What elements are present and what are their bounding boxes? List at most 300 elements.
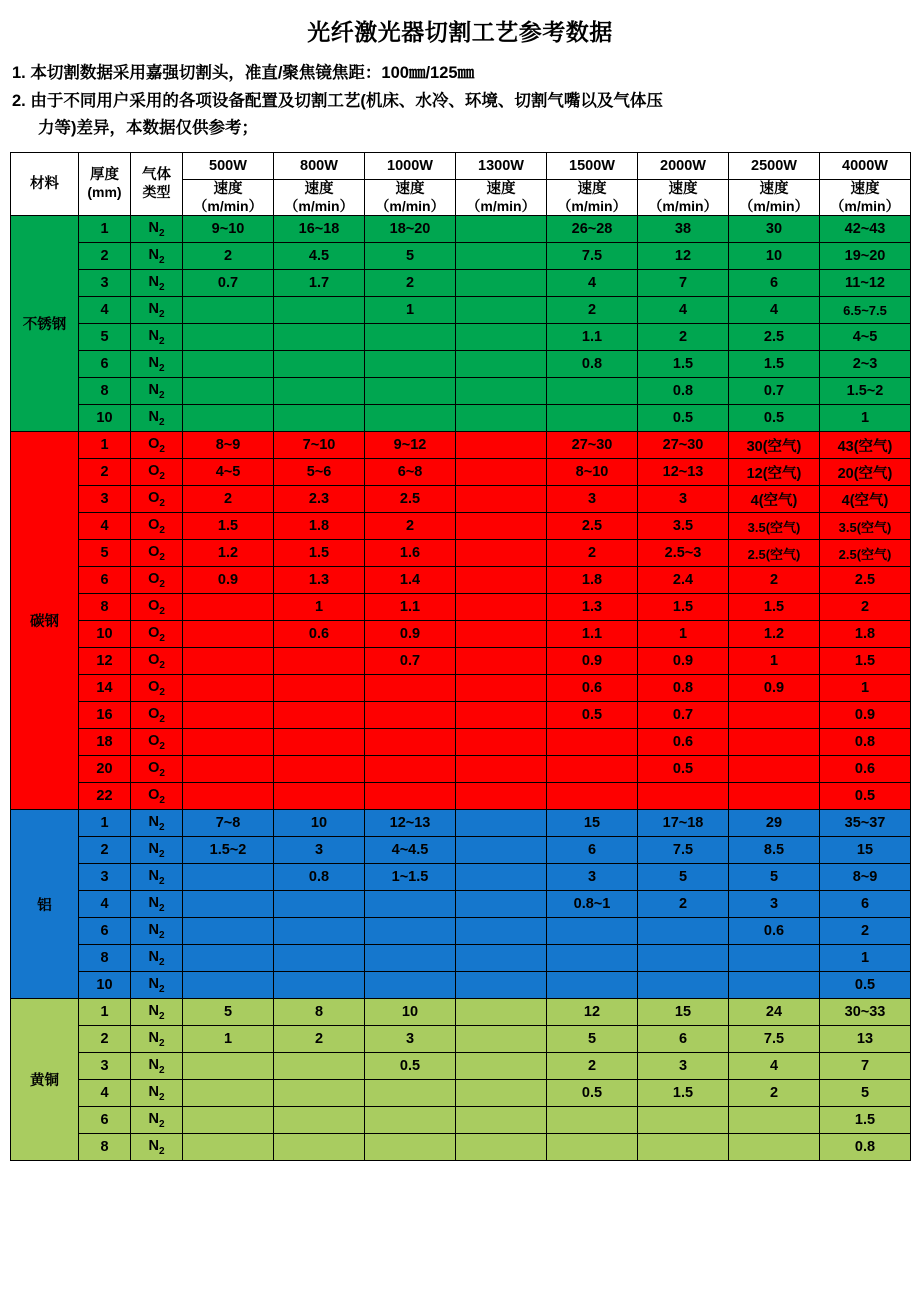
speed-cell-2500w bbox=[729, 1134, 820, 1161]
speed-cell-1000w: 10 bbox=[365, 999, 456, 1026]
speed-cell-500w bbox=[183, 1107, 274, 1134]
table-row bbox=[11, 351, 911, 378]
speed-cell-2000w: 1 bbox=[638, 621, 729, 648]
thickness-cell: 8 bbox=[79, 1134, 131, 1161]
speed-cell-4000w: 30~33 bbox=[820, 999, 911, 1026]
speed-cell-500w bbox=[183, 918, 274, 945]
speed-cell-800w bbox=[274, 297, 365, 324]
gas-cell: $N_2$ bbox=[131, 999, 183, 1026]
speed-cell-800w bbox=[274, 405, 365, 432]
gas-cell: $N_2$ bbox=[131, 918, 183, 945]
speed-cell-2000w: 0.9 bbox=[638, 648, 729, 675]
speed-cell-1500w: 0.8 bbox=[547, 351, 638, 378]
speed-cell-2000w: 2 bbox=[638, 891, 729, 918]
speed-cell-500w bbox=[183, 297, 274, 324]
gas-cell: $O_2$ bbox=[131, 459, 183, 486]
speed-cell-1000w bbox=[365, 378, 456, 405]
gas-cell: $N_2$ bbox=[131, 243, 183, 270]
speed-header-2500w bbox=[729, 179, 820, 216]
column-header-power-2000w: 2000W bbox=[638, 152, 729, 179]
speed-cell-1000w bbox=[365, 351, 456, 378]
thickness-cell: 8 bbox=[79, 945, 131, 972]
speed-cell-800w: 0.8 bbox=[274, 864, 365, 891]
column-header-power-1000w: 1000W bbox=[365, 152, 456, 179]
gas-unit: 类型 bbox=[142, 184, 171, 201]
speed-cell-800w bbox=[274, 1053, 365, 1080]
gas-cell: $N_2$ bbox=[131, 972, 183, 999]
speed-cell-1000w: 18~20 bbox=[365, 216, 456, 243]
page-title: 光纤激光器切割工艺参考数据 bbox=[307, 19, 613, 45]
speed-cell-1000w: 2 bbox=[365, 513, 456, 540]
speed-cell-1500w bbox=[547, 405, 638, 432]
thickness-cell: 4 bbox=[79, 297, 131, 324]
gas-cell: $N_2$ bbox=[131, 216, 183, 243]
speed-unit: （m/min） bbox=[375, 197, 445, 214]
speed-cell-500w bbox=[183, 621, 274, 648]
gas-cell: $N_2$ bbox=[131, 837, 183, 864]
gas-cell: $N_2$ bbox=[131, 378, 183, 405]
speed-cell-2000w: 0.7 bbox=[638, 702, 729, 729]
speed-cell-1000w bbox=[365, 756, 456, 783]
speed-cell-1500w: 7.5 bbox=[547, 243, 638, 270]
speed-cell-4000w: 2.5 bbox=[820, 567, 911, 594]
speed-cell-1500w bbox=[547, 945, 638, 972]
column-header-thickness bbox=[79, 152, 131, 216]
speed-cell-4000w: 11~12 bbox=[820, 270, 911, 297]
speed-cell-1500w: 4 bbox=[547, 270, 638, 297]
speed-cell-2500w bbox=[729, 972, 820, 999]
speed-cell-1500w bbox=[547, 729, 638, 756]
speed-cell-800w: 4.5 bbox=[274, 243, 365, 270]
speed-cell-1300w bbox=[456, 810, 547, 837]
speed-cell-800w bbox=[274, 891, 365, 918]
speed-cell-1500w: 26~28 bbox=[547, 216, 638, 243]
speed-cell-500w bbox=[183, 945, 274, 972]
thickness-cell: 22 bbox=[79, 783, 131, 810]
speed-label: 速度 bbox=[577, 180, 607, 197]
material-cell: 不锈钢 bbox=[11, 216, 79, 432]
speed-cell-4000w: 35~37 bbox=[820, 810, 911, 837]
thickness-cell: 6 bbox=[79, 1107, 131, 1134]
speed-cell-2500w: 0.6 bbox=[729, 918, 820, 945]
gas-cell: $O_2$ bbox=[131, 513, 183, 540]
speed-cell-1300w bbox=[456, 756, 547, 783]
speed-cell-500w: 1 bbox=[183, 1026, 274, 1053]
speed-cell-2500w: 1 bbox=[729, 648, 820, 675]
speed-cell-1300w bbox=[456, 243, 547, 270]
speed-unit: （m/min） bbox=[466, 197, 536, 214]
speed-cell-500w: 0.9 bbox=[183, 567, 274, 594]
speed-cell-1000w: 1.1 bbox=[365, 594, 456, 621]
gas-cell: $N_2$ bbox=[131, 324, 183, 351]
speed-cell-800w: 0.6 bbox=[274, 621, 365, 648]
speed-cell-1300w bbox=[456, 216, 547, 243]
speed-cell-2000w: 2.5~3 bbox=[638, 540, 729, 567]
speed-cell-500w bbox=[183, 783, 274, 810]
thickness-cell: 4 bbox=[79, 891, 131, 918]
note-line-3: 力等)差异，本数据仅供参考； bbox=[38, 119, 258, 138]
speed-cell-1500w: 0.5 bbox=[547, 702, 638, 729]
speed-cell-2500w: 2.5(空气) bbox=[729, 540, 820, 567]
speed-header-1500w bbox=[547, 179, 638, 216]
speed-cell-2500w: 10 bbox=[729, 243, 820, 270]
speed-cell-500w bbox=[183, 351, 274, 378]
table-row bbox=[11, 432, 911, 459]
speed-cell-4000w: 2 bbox=[820, 594, 911, 621]
table-row bbox=[11, 270, 911, 297]
table-row bbox=[11, 216, 911, 243]
speed-cell-1500w: 1.3 bbox=[547, 594, 638, 621]
speed-cell-800w: 1.8 bbox=[274, 513, 365, 540]
thickness-cell: 14 bbox=[79, 675, 131, 702]
speed-cell-2000w: 38 bbox=[638, 216, 729, 243]
gas-cell: $N_2$ bbox=[131, 1080, 183, 1107]
thickness-cell: 8 bbox=[79, 594, 131, 621]
speed-label: 速度 bbox=[304, 180, 334, 197]
speed-cell-800w bbox=[274, 378, 365, 405]
speed-cell-2000w: 2.4 bbox=[638, 567, 729, 594]
speed-cell-1500w: 3 bbox=[547, 864, 638, 891]
thickness-cell: 5 bbox=[79, 324, 131, 351]
speed-cell-2500w bbox=[729, 1107, 820, 1134]
table-row bbox=[11, 648, 911, 675]
table-row bbox=[11, 594, 911, 621]
gas-cell: $N_2$ bbox=[131, 297, 183, 324]
speed-cell-500w bbox=[183, 1134, 274, 1161]
speed-cell-1300w bbox=[456, 1134, 547, 1161]
table-row bbox=[11, 1134, 911, 1161]
speed-cell-2000w: 1.5 bbox=[638, 594, 729, 621]
speed-cell-2500w bbox=[729, 702, 820, 729]
speed-cell-4000w: 0.5 bbox=[820, 972, 911, 999]
speed-cell-4000w: 6.5~7.5 bbox=[820, 297, 911, 324]
thickness-cell: 4 bbox=[79, 513, 131, 540]
speed-cell-500w bbox=[183, 729, 274, 756]
speed-cell-800w bbox=[274, 1107, 365, 1134]
speed-cell-800w bbox=[274, 1134, 365, 1161]
thickness-cell: 16 bbox=[79, 702, 131, 729]
speed-cell-1000w: 1 bbox=[365, 297, 456, 324]
speed-cell-1300w bbox=[456, 378, 547, 405]
speed-cell-1000w: 0.7 bbox=[365, 648, 456, 675]
speed-cell-1300w bbox=[456, 1053, 547, 1080]
speed-cell-1000w bbox=[365, 891, 456, 918]
speed-cell-2500w: 8.5 bbox=[729, 837, 820, 864]
speed-cell-500w bbox=[183, 972, 274, 999]
column-header-power-4000w: 4000W bbox=[820, 152, 911, 179]
speed-cell-1000w: 1.6 bbox=[365, 540, 456, 567]
material-cell: 碳钢 bbox=[11, 432, 79, 810]
table-row bbox=[11, 486, 911, 513]
speed-cell-1000w bbox=[365, 729, 456, 756]
speed-cell-4000w: 0.5 bbox=[820, 783, 911, 810]
speed-cell-500w: 8~9 bbox=[183, 432, 274, 459]
thickness-cell: 2 bbox=[79, 1026, 131, 1053]
speed-cell-1500w bbox=[547, 378, 638, 405]
speed-cell-2500w: 5 bbox=[729, 864, 820, 891]
table-row bbox=[11, 729, 911, 756]
speed-cell-1300w bbox=[456, 864, 547, 891]
speed-cell-800w: 1.3 bbox=[274, 567, 365, 594]
table-row bbox=[11, 1053, 911, 1080]
gas-label: 气体 bbox=[142, 167, 171, 184]
speed-cell-1500w: 27~30 bbox=[547, 432, 638, 459]
thickness-cell: 1 bbox=[79, 810, 131, 837]
speed-cell-2500w: 29 bbox=[729, 810, 820, 837]
speed-cell-800w: 1 bbox=[274, 594, 365, 621]
speed-cell-4000w: 0.8 bbox=[820, 1134, 911, 1161]
speed-cell-500w: 4~5 bbox=[183, 459, 274, 486]
speed-cell-500w bbox=[183, 864, 274, 891]
material-cell: 黄铜 bbox=[11, 999, 79, 1161]
speed-unit: （m/min） bbox=[739, 197, 809, 214]
speed-cell-2500w: 4 bbox=[729, 1053, 820, 1080]
speed-cell-1500w bbox=[547, 1107, 638, 1134]
speed-cell-2000w: 4 bbox=[638, 297, 729, 324]
speed-cell-1000w bbox=[365, 972, 456, 999]
thickness-label: 厚度 bbox=[90, 167, 119, 184]
speed-cell-800w bbox=[274, 324, 365, 351]
speed-cell-1000w bbox=[365, 1134, 456, 1161]
speed-cell-800w: 7~10 bbox=[274, 432, 365, 459]
speed-cell-2000w bbox=[638, 1107, 729, 1134]
table-body bbox=[11, 216, 911, 1161]
speed-cell-1300w bbox=[456, 972, 547, 999]
table-row bbox=[11, 702, 911, 729]
gas-cell: $N_2$ bbox=[131, 810, 183, 837]
speed-cell-1300w bbox=[456, 621, 547, 648]
speed-cell-800w bbox=[274, 1080, 365, 1107]
speed-cell-2000w: 12~13 bbox=[638, 459, 729, 486]
speed-cell-500w bbox=[183, 891, 274, 918]
table-row bbox=[11, 1107, 911, 1134]
speed-cell-2000w bbox=[638, 1134, 729, 1161]
speed-cell-2000w: 0.5 bbox=[638, 756, 729, 783]
speed-cell-2500w: 1.5 bbox=[729, 594, 820, 621]
speed-cell-800w bbox=[274, 702, 365, 729]
speed-cell-1300w bbox=[456, 1026, 547, 1053]
speed-cell-4000w: 4(空气) bbox=[820, 486, 911, 513]
speed-cell-2500w: 30 bbox=[729, 216, 820, 243]
table-row bbox=[11, 783, 911, 810]
speed-header-2000w bbox=[638, 179, 729, 216]
table-row bbox=[11, 891, 911, 918]
speed-cell-500w: 1.2 bbox=[183, 540, 274, 567]
speed-cell-2000w: 3 bbox=[638, 1053, 729, 1080]
speed-cell-1300w bbox=[456, 459, 547, 486]
table-row bbox=[11, 513, 911, 540]
speed-cell-2000w: 15 bbox=[638, 999, 729, 1026]
speed-cell-1000w bbox=[365, 324, 456, 351]
table-row bbox=[11, 378, 911, 405]
table-row bbox=[11, 945, 911, 972]
speed-cell-500w: 7~8 bbox=[183, 810, 274, 837]
speed-cell-1000w: 0.9 bbox=[365, 621, 456, 648]
gas-cell: $N_2$ bbox=[131, 1107, 183, 1134]
speed-cell-1500w: 12 bbox=[547, 999, 638, 1026]
table-row bbox=[11, 675, 911, 702]
thickness-cell: 4 bbox=[79, 1080, 131, 1107]
table-row bbox=[11, 810, 911, 837]
speed-cell-4000w: 15 bbox=[820, 837, 911, 864]
speed-cell-2500w: 4(空气) bbox=[729, 486, 820, 513]
thickness-cell: 2 bbox=[79, 459, 131, 486]
speed-cell-2500w: 12(空气) bbox=[729, 459, 820, 486]
gas-cell: $N_2$ bbox=[131, 270, 183, 297]
gas-cell: $O_2$ bbox=[131, 702, 183, 729]
speed-cell-1300w bbox=[456, 918, 547, 945]
speed-cell-4000w: 13 bbox=[820, 1026, 911, 1053]
table-row bbox=[11, 864, 911, 891]
table-row bbox=[11, 243, 911, 270]
speed-cell-2000w: 0.8 bbox=[638, 675, 729, 702]
thickness-cell: 2 bbox=[79, 837, 131, 864]
speed-cell-2500w: 3 bbox=[729, 891, 820, 918]
thickness-cell: 10 bbox=[79, 621, 131, 648]
speed-cell-1300w bbox=[456, 675, 547, 702]
thickness-cell: 12 bbox=[79, 648, 131, 675]
table-row bbox=[11, 756, 911, 783]
speed-cell-800w bbox=[274, 675, 365, 702]
speed-cell-1300w bbox=[456, 729, 547, 756]
speed-cell-500w: 2 bbox=[183, 486, 274, 513]
speed-cell-1500w: 0.9 bbox=[547, 648, 638, 675]
speed-cell-1300w bbox=[456, 297, 547, 324]
column-header-material: 材料 bbox=[11, 152, 79, 216]
speed-cell-800w bbox=[274, 918, 365, 945]
gas-cell: $O_2$ bbox=[131, 567, 183, 594]
speed-cell-500w bbox=[183, 1080, 274, 1107]
speed-unit: （m/min） bbox=[830, 197, 900, 214]
speed-cell-800w bbox=[274, 972, 365, 999]
speed-cell-500w: 2 bbox=[183, 243, 274, 270]
speed-cell-2000w: 17~18 bbox=[638, 810, 729, 837]
speed-cell-1300w bbox=[456, 1107, 547, 1134]
gas-cell: $O_2$ bbox=[131, 486, 183, 513]
thickness-unit: (mm) bbox=[87, 184, 122, 201]
speed-cell-1000w bbox=[365, 783, 456, 810]
speed-cell-800w: 1.5 bbox=[274, 540, 365, 567]
speed-cell-2000w: 27~30 bbox=[638, 432, 729, 459]
gas-cell: $N_2$ bbox=[131, 1053, 183, 1080]
gas-cell: $N_2$ bbox=[131, 945, 183, 972]
table-row bbox=[11, 540, 911, 567]
column-header-power-1300w: 1300W bbox=[456, 152, 547, 179]
speed-cell-2500w: 2 bbox=[729, 567, 820, 594]
cutting-parameters-table bbox=[10, 152, 911, 1162]
table-row bbox=[11, 405, 911, 432]
speed-cell-4000w: 2 bbox=[820, 918, 911, 945]
material-cell: 铝 bbox=[11, 810, 79, 999]
speed-header-4000w bbox=[820, 179, 911, 216]
speed-cell-4000w: 1.5 bbox=[820, 648, 911, 675]
speed-cell-500w bbox=[183, 324, 274, 351]
thickness-cell: 1 bbox=[79, 999, 131, 1026]
note-line-2: 2. 由于不同用户采用的各项设备配置及切割工艺(机床、水冷、环境、切割气嘴以及气体压 bbox=[12, 91, 663, 110]
speed-label: 速度 bbox=[213, 180, 243, 197]
gas-cell: $O_2$ bbox=[131, 540, 183, 567]
thickness-cell: 3 bbox=[79, 1053, 131, 1080]
thickness-cell: 6 bbox=[79, 351, 131, 378]
speed-cell-2500w: 1.5 bbox=[729, 351, 820, 378]
speed-cell-800w: 1.7 bbox=[274, 270, 365, 297]
speed-cell-4000w: 1 bbox=[820, 675, 911, 702]
speed-cell-2500w: 2.5 bbox=[729, 324, 820, 351]
speed-cell-2500w bbox=[729, 945, 820, 972]
speed-cell-1500w bbox=[547, 972, 638, 999]
speed-cell-800w bbox=[274, 756, 365, 783]
thickness-cell: 20 bbox=[79, 756, 131, 783]
speed-cell-4000w: 2.5(空气) bbox=[820, 540, 911, 567]
speed-cell-1500w bbox=[547, 1134, 638, 1161]
speed-cell-2000w: 1.5 bbox=[638, 351, 729, 378]
speed-cell-1300w bbox=[456, 405, 547, 432]
thickness-cell: 6 bbox=[79, 918, 131, 945]
gas-cell: $N_2$ bbox=[131, 1026, 183, 1053]
speed-cell-2000w: 5 bbox=[638, 864, 729, 891]
speed-cell-800w: 3 bbox=[274, 837, 365, 864]
speed-cell-1300w bbox=[456, 540, 547, 567]
speed-cell-500w: 5 bbox=[183, 999, 274, 1026]
speed-cell-2000w: 2 bbox=[638, 324, 729, 351]
speed-cell-1500w: 2 bbox=[547, 297, 638, 324]
column-header-power-500w: 500W bbox=[183, 152, 274, 179]
column-header-power-800w: 800W bbox=[274, 152, 365, 179]
speed-cell-1300w bbox=[456, 432, 547, 459]
column-header-gas bbox=[131, 152, 183, 216]
speed-cell-500w: 1.5 bbox=[183, 513, 274, 540]
speed-cell-2500w: 7.5 bbox=[729, 1026, 820, 1053]
speed-cell-4000w: 1 bbox=[820, 405, 911, 432]
speed-cell-1500w: 5 bbox=[547, 1026, 638, 1053]
speed-cell-2500w bbox=[729, 756, 820, 783]
speed-cell-2500w: 0.5 bbox=[729, 405, 820, 432]
speed-cell-500w bbox=[183, 594, 274, 621]
gas-cell: $O_2$ bbox=[131, 783, 183, 810]
speed-cell-1300w bbox=[456, 513, 547, 540]
speed-cell-800w: 5~6 bbox=[274, 459, 365, 486]
speed-cell-500w: 9~10 bbox=[183, 216, 274, 243]
speed-cell-4000w: 0.9 bbox=[820, 702, 911, 729]
speed-cell-1500w: 3 bbox=[547, 486, 638, 513]
speed-cell-4000w: 0.6 bbox=[820, 756, 911, 783]
gas-cell: $O_2$ bbox=[131, 594, 183, 621]
speed-cell-4000w: 1 bbox=[820, 945, 911, 972]
speed-cell-1000w: 6~8 bbox=[365, 459, 456, 486]
table-row bbox=[11, 837, 911, 864]
table-row bbox=[11, 621, 911, 648]
speed-cell-800w bbox=[274, 351, 365, 378]
speed-cell-2500w: 24 bbox=[729, 999, 820, 1026]
speed-header-1300w bbox=[456, 179, 547, 216]
speed-cell-4000w: 4~5 bbox=[820, 324, 911, 351]
speed-cell-1300w bbox=[456, 1080, 547, 1107]
speed-cell-2000w: 3 bbox=[638, 486, 729, 513]
speed-cell-1300w bbox=[456, 945, 547, 972]
speed-cell-500w bbox=[183, 405, 274, 432]
speed-cell-800w bbox=[274, 783, 365, 810]
speed-cell-2500w: 3.5(空气) bbox=[729, 513, 820, 540]
speed-cell-1000w: 2.5 bbox=[365, 486, 456, 513]
speed-cell-1000w: 12~13 bbox=[365, 810, 456, 837]
speed-unit: （m/min） bbox=[284, 197, 354, 214]
speed-cell-800w: 2.3 bbox=[274, 486, 365, 513]
speed-cell-2000w bbox=[638, 918, 729, 945]
speed-cell-800w: 16~18 bbox=[274, 216, 365, 243]
speed-cell-2000w bbox=[638, 945, 729, 972]
notes-block bbox=[12, 61, 910, 142]
column-header-power-1500w: 1500W bbox=[547, 152, 638, 179]
